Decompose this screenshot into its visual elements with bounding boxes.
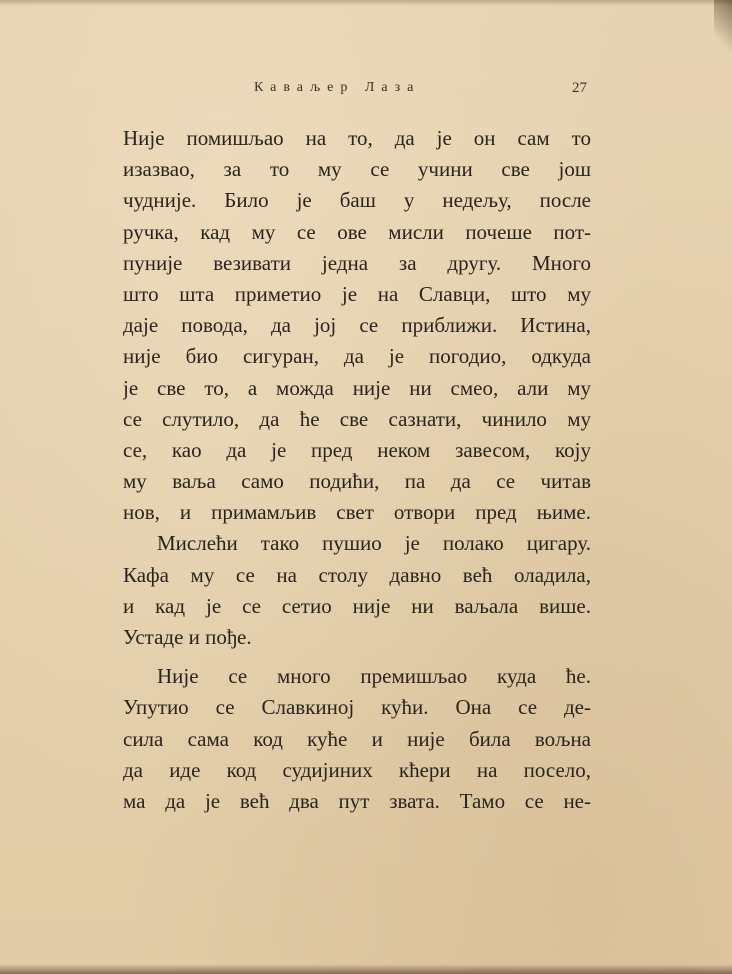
text-line: Није помишљао на то, да је он сам то [123, 126, 591, 150]
body-text [123, 123, 591, 817]
text-line: Није се много премишљао куда ће. [157, 664, 591, 689]
text-line: сила сама код куће и није била вољна [123, 726, 591, 751]
text-line: Мислећи тако пушио је полако цигару. [157, 531, 591, 556]
text-line: му ваља само подићи, па да се читав [123, 469, 591, 494]
text-line: нов, и примамљив свет отвори пред њиме. [123, 500, 591, 525]
text-line: пуније везивати једна за другу. Много [123, 250, 591, 275]
text-line: Кафа му се на столу давно већ оладила, [123, 562, 591, 587]
text-line: изазвао, за то му се учини све још [123, 157, 591, 182]
page-number: 27 [572, 80, 587, 96]
text-line: чудније. Било је баш у недељу, после [123, 188, 591, 213]
text-line: што шта приметио је на Славци, што му [123, 281, 591, 306]
running-title: Каваљер Лаза [254, 80, 421, 95]
page-corner-shadow [714, 0, 732, 60]
text-line: није био сигуран, да је погодио, одкуда [123, 344, 591, 369]
page-bottom-edge [0, 964, 732, 974]
text-line: да иде код судијиних кћери на посело, [123, 757, 591, 782]
text-line: ручка, кад му се ове мисли почеше пот- [123, 219, 591, 244]
text-line: Упутио се Славкиној кући. Она се де- [123, 695, 591, 720]
running-head [0, 80, 732, 100]
text-line: се, као да је пред неком завесом, коју [123, 437, 591, 462]
text-line: и кад је се сетио није ни ваљала више. [123, 593, 591, 618]
text-line: ма да је већ два пут звата. Тамо се не- [123, 788, 591, 813]
page-top-edge [0, 0, 732, 6]
text-line: Устаде и пође. [123, 625, 252, 649]
text-line: даје повода, да јој се приближи. Истина, [123, 313, 591, 338]
paragraph-gap [123, 653, 591, 661]
text-line: је све то, а можда није ни смео, али му [123, 375, 591, 400]
text-line: се слутило, да ће све сазнати, чинило му [123, 406, 591, 431]
